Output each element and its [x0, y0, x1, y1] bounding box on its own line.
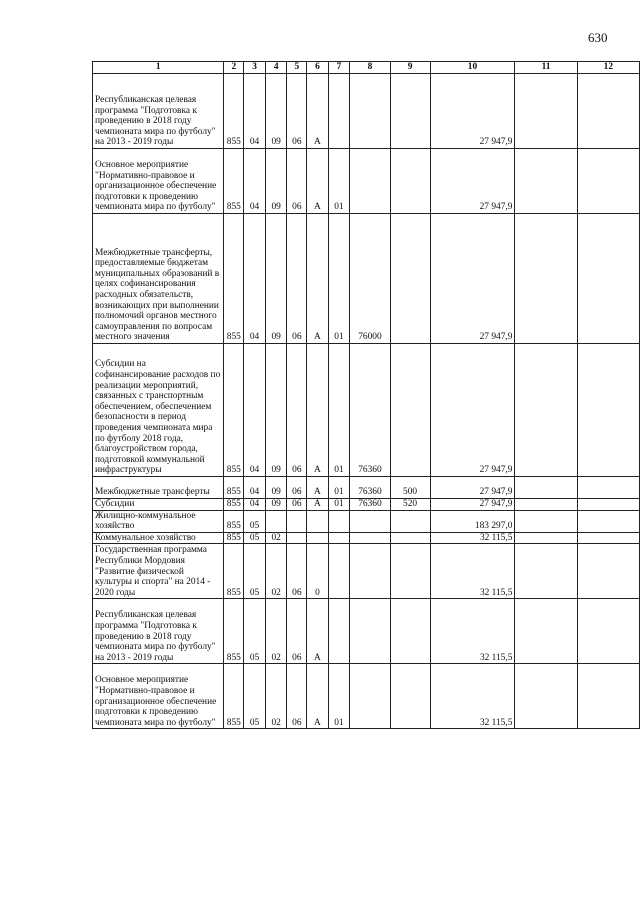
cell-amount: 32 115,5 [430, 532, 515, 544]
cell-c5: 06 [287, 74, 307, 149]
cell-c3: 04 [244, 214, 266, 344]
cell-c12 [577, 499, 639, 511]
cell-c9 [390, 532, 430, 544]
cell-c2: 855 [224, 510, 244, 532]
cell-c9 [390, 664, 430, 729]
table-row [93, 344, 640, 477]
cell-c6 [307, 510, 328, 532]
cell-c5: 06 [287, 499, 307, 511]
cell-c12 [577, 477, 639, 499]
cell-c6: А [307, 477, 328, 499]
cell-c11 [515, 477, 577, 499]
header-col-1: 1 [93, 62, 224, 74]
cell-c7 [328, 599, 350, 664]
cell-c9: 520 [390, 499, 430, 511]
row-name: Жилищно-коммунальное хозяйство [93, 510, 224, 532]
cell-c8 [350, 664, 390, 729]
header-col-5: 5 [287, 62, 307, 74]
cell-c4: 09 [265, 214, 287, 344]
cell-c8 [350, 510, 390, 532]
cell-c11 [515, 544, 577, 599]
table-row [93, 214, 640, 344]
page-number: 630 [588, 30, 608, 45]
cell-c2: 855 [224, 477, 244, 499]
row-name: Коммунальное хозяйство [93, 532, 224, 544]
cell-c7 [328, 532, 350, 544]
cell-c4: 09 [265, 477, 287, 499]
row-name: Субсидии на софинансирование расходов по реализации мероприятий, связанных с транспортным обеспечением, обеспечением безопасности в период проведения чемпионата мира по футболу 2018 года, благоустройством города, подготовкой коммунальной инфраструктуры [93, 344, 224, 477]
row-name: Республиканская целевая программа "Подготовка к проведению в 2018 году чемпионата мира по футболу" на 2013 - 2019 годы [93, 599, 224, 664]
cell-c5: 06 [287, 344, 307, 477]
cell-c6: 0 [307, 544, 328, 599]
cell-c7 [328, 544, 350, 599]
cell-amount: 183 297,0 [430, 510, 515, 532]
row-name: Межбюджетные трансферты [93, 477, 224, 499]
header-col-2: 2 [224, 62, 244, 74]
cell-c9 [390, 344, 430, 477]
cell-c9 [390, 74, 430, 149]
table-row [93, 149, 640, 214]
cell-c6: А [307, 499, 328, 511]
cell-c3: 04 [244, 477, 266, 499]
cell-c3: 05 [244, 599, 266, 664]
header-col-7: 7 [328, 62, 350, 74]
table-row [93, 544, 640, 599]
cell-c6: А [307, 74, 328, 149]
cell-c7: 01 [328, 214, 350, 344]
cell-amount: 32 115,5 [430, 599, 515, 664]
cell-c8: 76360 [350, 477, 390, 499]
cell-amount: 27 947,9 [430, 214, 515, 344]
cell-c8: 76360 [350, 344, 390, 477]
cell-c6 [307, 532, 328, 544]
cell-amount: 27 947,9 [430, 149, 515, 214]
cell-c11 [515, 664, 577, 729]
cell-c11 [515, 74, 577, 149]
cell-c5: 06 [287, 544, 307, 599]
cell-c12 [577, 599, 639, 664]
cell-c8: 76360 [350, 499, 390, 511]
cell-amount: 32 115,5 [430, 544, 515, 599]
cell-c3: 05 [244, 664, 266, 729]
header-row [93, 62, 640, 74]
cell-amount: 27 947,9 [430, 499, 515, 511]
table-row [93, 532, 640, 544]
cell-c4: 02 [265, 544, 287, 599]
cell-c9: 500 [390, 477, 430, 499]
cell-c12 [577, 214, 639, 344]
row-name: Республиканская целевая программа "Подготовка к проведению в 2018 году чемпионата мира по футболу" на 2013 - 2019 годы [93, 74, 224, 149]
cell-c5 [287, 532, 307, 544]
cell-c8 [350, 149, 390, 214]
cell-c7: 01 [328, 477, 350, 499]
cell-c9 [390, 544, 430, 599]
budget-table [92, 61, 640, 729]
cell-c7: 01 [328, 344, 350, 477]
cell-c11 [515, 510, 577, 532]
cell-c8: 76000 [350, 214, 390, 344]
cell-c11 [515, 149, 577, 214]
cell-amount: 27 947,9 [430, 74, 515, 149]
cell-c7: 01 [328, 149, 350, 214]
cell-amount: 27 947,9 [430, 344, 515, 477]
table-row [93, 477, 640, 499]
cell-c5: 06 [287, 149, 307, 214]
cell-c7: 01 [328, 664, 350, 729]
cell-c5: 06 [287, 477, 307, 499]
cell-c11 [515, 499, 577, 511]
cell-c8 [350, 599, 390, 664]
cell-c3: 04 [244, 149, 266, 214]
cell-c3: 04 [244, 74, 266, 149]
cell-c4: 09 [265, 344, 287, 477]
cell-c2: 855 [224, 499, 244, 511]
cell-c3: 04 [244, 499, 266, 511]
row-name: Основное мероприятие "Нормативно-правовое и организационное обеспечение подготовки к проведению чемпионата мира по футболу" [93, 149, 224, 214]
cell-c11 [515, 599, 577, 664]
table-row [93, 74, 640, 149]
cell-c6: А [307, 214, 328, 344]
header-col-12: 12 [577, 62, 639, 74]
table-row [93, 499, 640, 511]
cell-c7 [328, 74, 350, 149]
row-name: Межбюджетные трансферты, предоставляемые бюджетам муниципальных образований в целях софинансирования расходных обязательств, возникающих при выполнении полномочий органов местного самоуправления по вопросам местного значения [93, 214, 224, 344]
cell-c2: 855 [224, 532, 244, 544]
cell-c2: 855 [224, 214, 244, 344]
cell-c6: А [307, 664, 328, 729]
header-col-6: 6 [307, 62, 328, 74]
cell-c6: А [307, 344, 328, 477]
cell-c6: А [307, 149, 328, 214]
cell-c5: 06 [287, 214, 307, 344]
cell-c2: 855 [224, 149, 244, 214]
cell-c12 [577, 510, 639, 532]
cell-amount: 27 947,9 [430, 477, 515, 499]
cell-c12 [577, 664, 639, 729]
cell-c8 [350, 532, 390, 544]
cell-c3: 05 [244, 510, 266, 532]
header-col-3: 3 [244, 62, 266, 74]
cell-c2: 855 [224, 344, 244, 477]
header-col-8: 8 [350, 62, 390, 74]
header-col-10: 10 [430, 62, 515, 74]
cell-c3: 05 [244, 532, 266, 544]
cell-c9 [390, 149, 430, 214]
cell-c5: 06 [287, 599, 307, 664]
cell-c9 [390, 599, 430, 664]
cell-c11 [515, 532, 577, 544]
row-name: Государственная программа Республики Мордовия "Развитие физической культуры и спорта" на 2014 - 2020 годы [93, 544, 224, 599]
cell-c2: 855 [224, 544, 244, 599]
cell-c2: 855 [224, 664, 244, 729]
cell-c4: 09 [265, 149, 287, 214]
cell-c12 [577, 149, 639, 214]
cell-c12 [577, 344, 639, 477]
cell-c6: А [307, 599, 328, 664]
cell-c3: 05 [244, 544, 266, 599]
cell-c4: 02 [265, 599, 287, 664]
cell-amount: 32 115,5 [430, 664, 515, 729]
cell-c4: 02 [265, 532, 287, 544]
row-name: Основное мероприятие "Нормативно-правовое и организационное обеспечение подготовки к проведению чемпионата мира по футболу" [93, 664, 224, 729]
table-row [93, 510, 640, 532]
cell-c7: 01 [328, 499, 350, 511]
cell-c12 [577, 74, 639, 149]
cell-c4: 09 [265, 74, 287, 149]
row-name: Субсидии [93, 499, 224, 511]
cell-c4: 02 [265, 664, 287, 729]
header-col-4: 4 [265, 62, 287, 74]
cell-c4 [265, 510, 287, 532]
cell-c4: 09 [265, 499, 287, 511]
cell-c5: 06 [287, 664, 307, 729]
cell-c8 [350, 544, 390, 599]
cell-c5 [287, 510, 307, 532]
cell-c11 [515, 214, 577, 344]
header-col-9: 9 [390, 62, 430, 74]
table-row [93, 664, 640, 729]
cell-c7 [328, 510, 350, 532]
header-col-11: 11 [515, 62, 577, 74]
cell-c2: 855 [224, 599, 244, 664]
cell-c8 [350, 74, 390, 149]
cell-c9 [390, 510, 430, 532]
cell-c3: 04 [244, 344, 266, 477]
cell-c12 [577, 544, 639, 599]
cell-c2: 855 [224, 74, 244, 149]
cell-c11 [515, 344, 577, 477]
table-row [93, 599, 640, 664]
cell-c9 [390, 214, 430, 344]
cell-c12 [577, 532, 639, 544]
